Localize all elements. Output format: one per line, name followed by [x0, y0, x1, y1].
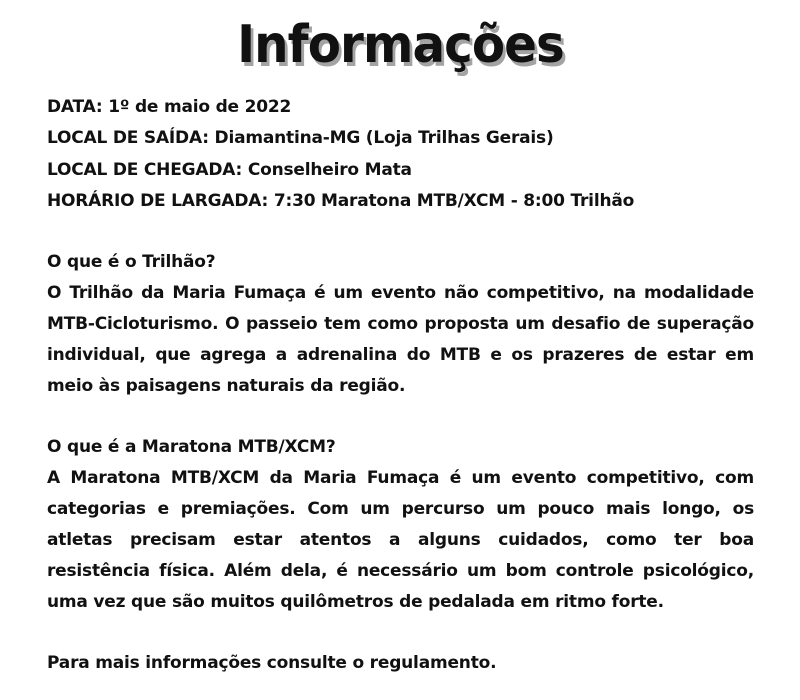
info-departure-label: LOCAL DE SAÍDA:	[47, 128, 209, 149]
section-trilhao-question: O que é o Trilhão?	[47, 252, 216, 273]
info-departure	[47, 123, 754, 154]
info-date	[47, 92, 754, 123]
info-date-label: DATA:	[47, 97, 103, 117]
event-info-list	[47, 92, 754, 217]
info-start-time-value: 7:30 Maratona MTB/XCM - 8:00 Trilhão	[273, 190, 635, 211]
info-start-time-label: HORÁRIO DE LARGADA:	[47, 190, 269, 211]
info-start-time	[47, 186, 754, 217]
section-maratona	[47, 432, 754, 618]
section-maratona-answer: A Maratona MTB/XCM da Maria Fumaça é um evento competitivo, com categorias e premiações. Com um percurso um pouco mais longo, os atletas precisam estar atentos a alguns cuidados, como ter boa resistência física. Além dela, é necessário um bom controle psicológico, uma vez que são muitos quilômetros de pedalada em ritmo forte.	[47, 468, 754, 613]
info-departure-value: Diamantina-MG (Loja Trilhas Gerais)	[214, 128, 554, 149]
footer-note: Para mais informações consulte o regulamento.	[47, 653, 497, 674]
section-trilhao	[47, 247, 754, 402]
section-maratona-question: O que é a Maratona MTB/XCM?	[47, 437, 336, 458]
info-arrival	[47, 155, 754, 186]
info-arrival-label: LOCAL DE CHEGADA:	[47, 159, 243, 180]
page-title: Informações	[237, 15, 564, 75]
section-trilhao-answer: O Trilhão da Maria Fumaça é um evento não competitivo, na modalidade MTB-Cicloturismo. O passeio tem como proposta um desafio de superação individual, que agrega a adrenalina do MTB e os prazeres de estar em meio às paisagens naturais da região.	[47, 283, 754, 397]
info-arrival-value: Conselheiro Mata	[247, 159, 412, 180]
info-date-value: 1º de maio de 2022	[108, 97, 292, 117]
